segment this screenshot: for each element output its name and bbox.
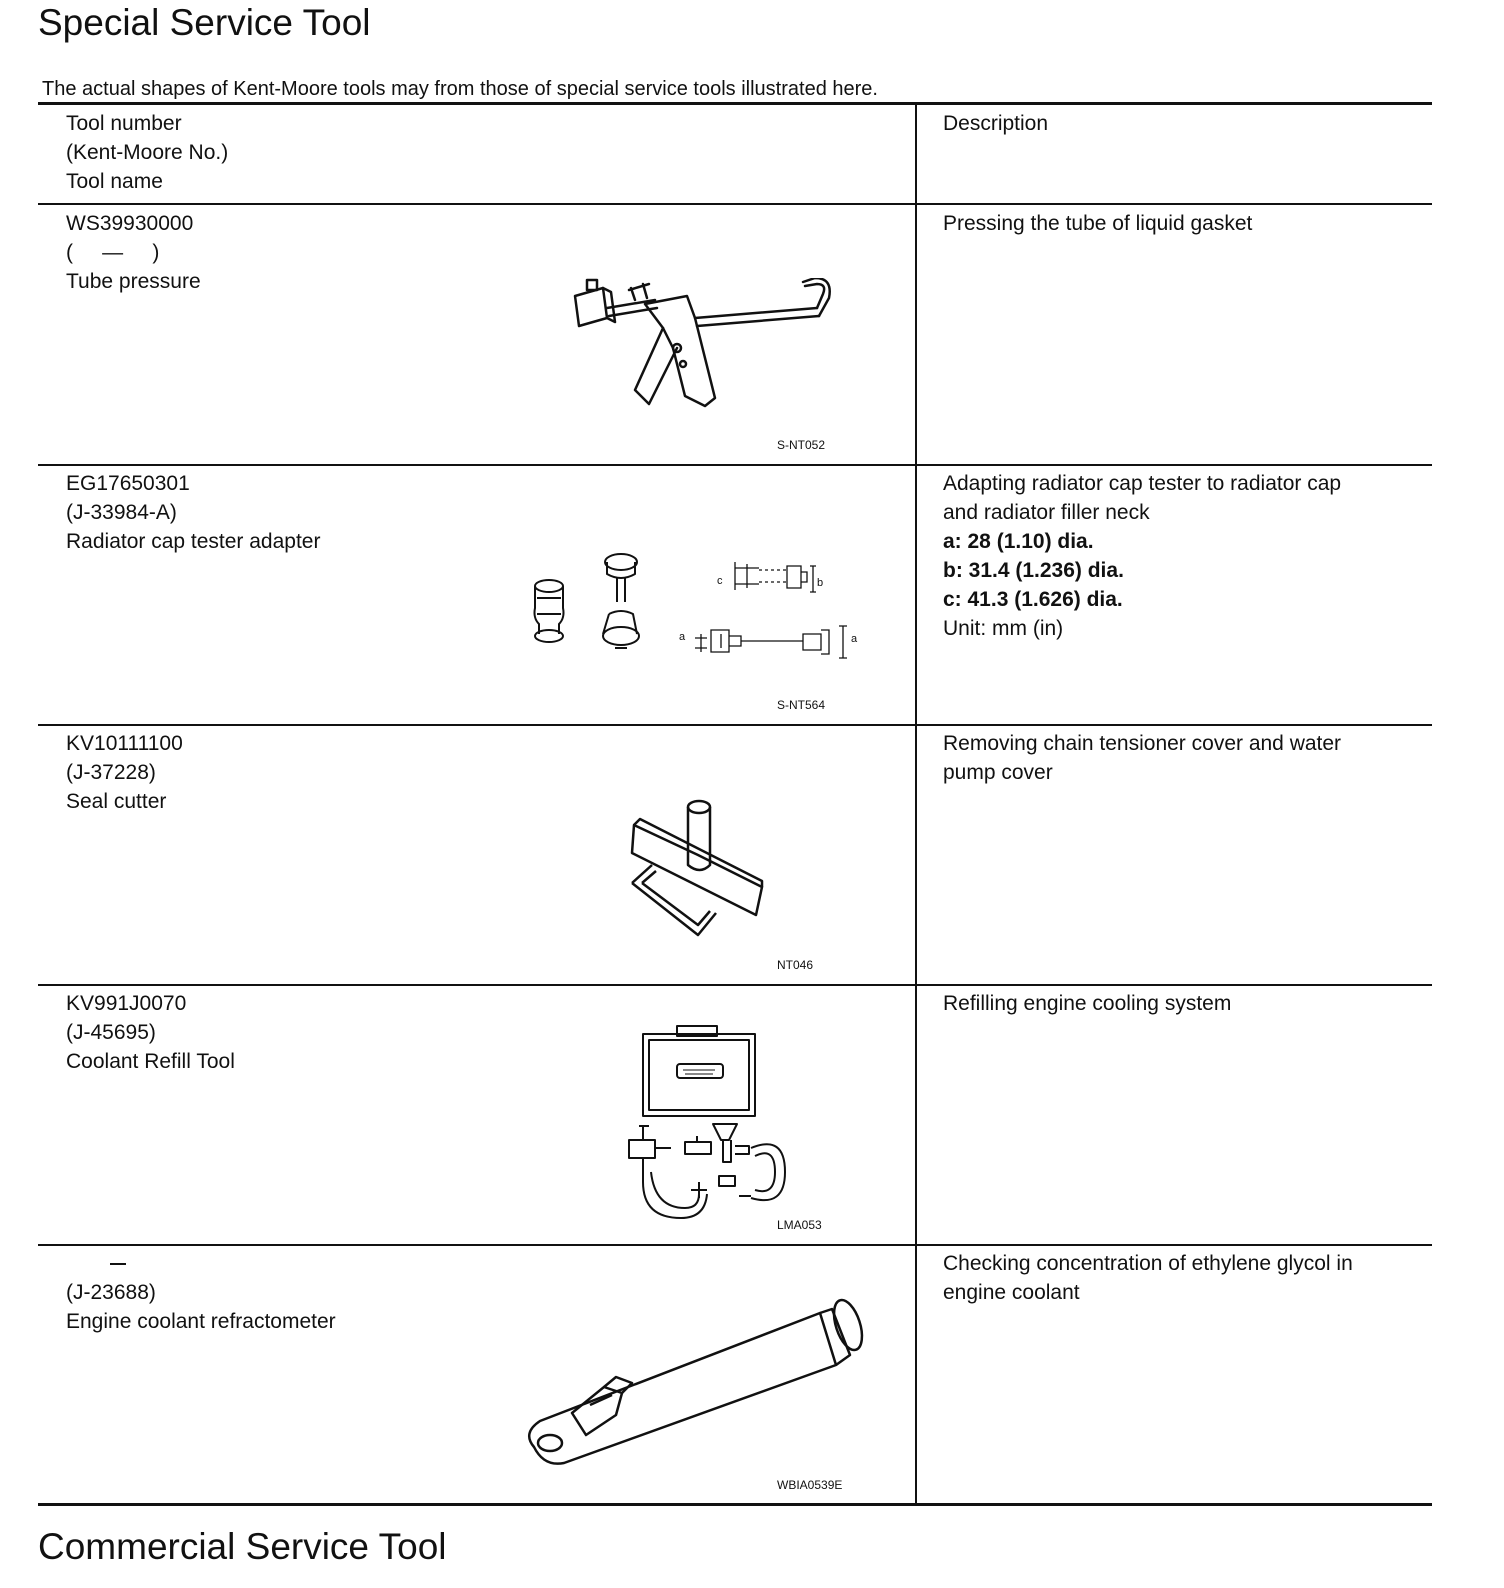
description-line: and radiator filler neck xyxy=(943,501,1150,524)
tool-name: Seal cutter xyxy=(66,790,167,813)
row-rule xyxy=(38,984,1432,986)
label-b: b xyxy=(817,577,824,589)
tool-number: KV10111100 xyxy=(66,732,183,755)
refractometer-icon xyxy=(520,1295,870,1470)
section-title: Commercial Service Tool xyxy=(38,1526,447,1567)
page-title: Special Service Tool xyxy=(38,2,371,43)
kent-moore-number: (J-33984-A) xyxy=(66,501,177,524)
table-row-5-tool xyxy=(66,1278,336,1336)
kent-moore-number: ( — ) xyxy=(66,241,160,264)
disclaimer-note: The actual shapes of Kent-Moore tools may from those of special service tools illustrated here. xyxy=(42,78,878,100)
tool-name: Coolant Refill Tool xyxy=(66,1050,235,1073)
coolant-refill-kit-icon xyxy=(615,1022,800,1227)
header-rule xyxy=(38,203,1432,205)
description-line: engine coolant xyxy=(943,1281,1080,1304)
table-row-1-tool xyxy=(66,209,201,296)
description-line: Adapting radiator cap tester to radiator cap xyxy=(943,472,1342,495)
header-description: Description xyxy=(943,112,1049,135)
header-tool-name: Tool name xyxy=(66,170,163,193)
no-tool-number-dash xyxy=(110,1263,126,1265)
table-row-1-description xyxy=(943,209,1413,238)
row-rule xyxy=(38,464,1432,466)
header-kent-moore: (Kent-Moore No.) xyxy=(66,141,229,164)
description-line: Removing chain tensioner cover and water xyxy=(943,732,1342,755)
table-row-4-tool xyxy=(66,989,235,1076)
header-tool-number: Tool number xyxy=(66,112,182,135)
table-row-5-description xyxy=(943,1249,1413,1307)
label-a-right: a xyxy=(851,633,858,645)
tool-number: EG17650301 xyxy=(66,472,190,495)
table-row-2-tool xyxy=(66,469,320,556)
figure-code: LMA053 xyxy=(777,1218,822,1232)
tool-name: Engine coolant refractometer xyxy=(66,1310,336,1333)
row-rule xyxy=(38,1244,1432,1246)
description-line: Refilling engine cooling system xyxy=(943,992,1232,1015)
kent-moore-number: (J-45695) xyxy=(66,1021,156,1044)
row-rule xyxy=(38,724,1432,726)
caulking-gun-icon xyxy=(565,278,835,423)
unit-note: Unit: mm (in) xyxy=(943,617,1064,640)
table-row-3-description xyxy=(943,729,1413,787)
tool-name: Tube pressure xyxy=(66,270,201,293)
description-line: pump cover xyxy=(943,761,1053,784)
description-line: Checking concentration of ethylene glycol in xyxy=(943,1252,1353,1275)
table-top-rule xyxy=(38,102,1432,105)
tool-name: Radiator cap tester adapter xyxy=(66,530,321,553)
column-divider xyxy=(915,104,917,1505)
figure-code: NT046 xyxy=(777,958,814,972)
seal-cutter-icon xyxy=(628,795,768,940)
table-row-2-description xyxy=(943,469,1413,643)
figure-code: WBIA0539E xyxy=(777,1478,843,1492)
figure-code: S-NT052 xyxy=(777,438,826,452)
dimension-c: c: 41.3 (1.626) dia. xyxy=(943,588,1123,611)
description-line: Pressing the tube of liquid gasket xyxy=(943,212,1253,235)
table-row-4-description xyxy=(943,989,1413,1018)
header-tool-cell xyxy=(66,109,228,196)
kent-moore-number: (J-37228) xyxy=(66,761,156,784)
figure-code: S-NT564 xyxy=(777,698,826,712)
tool-number: KV991J0070 xyxy=(66,992,187,1015)
kent-moore-number: (J-23688) xyxy=(66,1281,156,1304)
radiator-adapter-icon xyxy=(525,548,870,663)
dimension-b: b: 31.4 (1.236) dia. xyxy=(943,559,1124,582)
label-a-left: a xyxy=(679,631,686,643)
table-bottom-rule xyxy=(38,1503,1432,1506)
tool-number: WS39930000 xyxy=(66,212,194,235)
dimension-a: a: 28 (1.10) dia. xyxy=(943,530,1094,553)
label-c: c xyxy=(717,575,723,587)
table-row-3-tool xyxy=(66,729,183,816)
